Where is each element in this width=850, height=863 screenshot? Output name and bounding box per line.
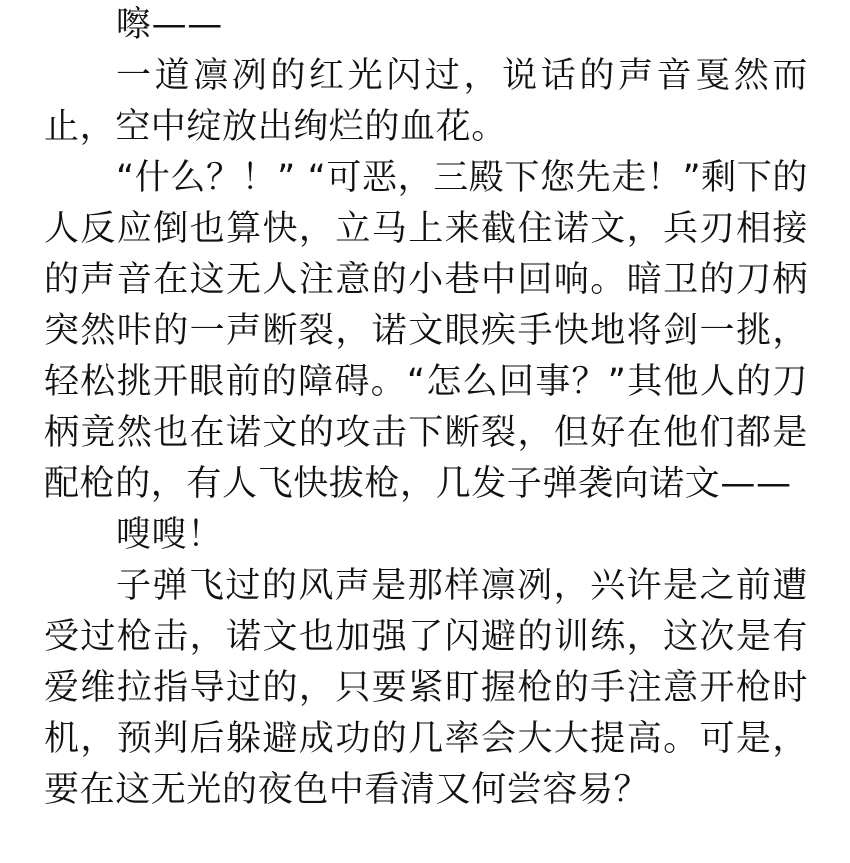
paragraph-2: 一道凛冽的红光闪过，说话的声音戛然而止，空中绽放出绚烂的血花。 [44, 56, 808, 147]
paragraph-3: “什么？！” “可恶，三殿下您先走！”剩下的人反应倒也算快，立马上来截住诺文，兵刃相接的声音在这无人注意的小巷中回响。暗卫的刀柄突然咔的一声断裂，诺文眼疾手快地将剑一挑，轻松挑开眼前的障碍。“怎么回事？”其他人的刀柄竟然也在诺文的攻击下断裂，但好在他们都是配枪的，有人飞快拔枪，几发子弹袭向诺文—— [44, 158, 808, 504]
document-body [44, 0, 808, 816]
paragraph-5: 子弹飞过的风声是那样凛冽，兴许是之前遭受过枪击，诺文也加强了闪避的训练，这次是有爱维拉指导过的，只要紧盯握枪的手注意开枪时机，预判后躲避成功的几率会大大提高。可是，要在这无光的夜色中看清又何尝容易？ [44, 566, 808, 810]
paragraph-4: 嗖嗖！ [116, 515, 223, 555]
paragraph-1: 嚓—— [116, 5, 223, 45]
